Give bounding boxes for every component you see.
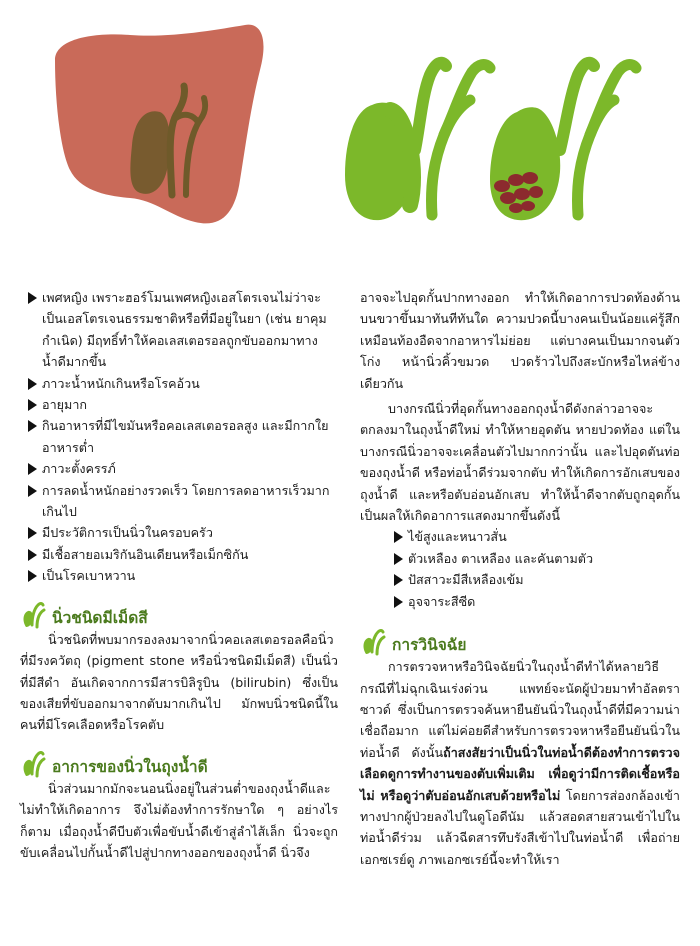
list-item: เป็นโรคเบาหวาน bbox=[20, 565, 338, 586]
symptom-list bbox=[386, 526, 680, 612]
list-item: กินอาหารที่มีไขมันหรือคอเลสเตอรอลสูง และมีกากใยอาหารต่ำ bbox=[20, 415, 338, 458]
list-item: เพศหญิง เพราะฮอร์โมนเพศหญิงเอสโตรเจนไม่ว่าจะเป็นเอสโตรเจนธรรมชาติหรือที่มีอยู่ในยา (เช่น ยาคุมกำเนิด) มีฤทธิ์ทำให้คอเลสเตอรอลถูกขับออกมาทางน้ำดีมากขึ้น bbox=[20, 287, 338, 373]
anatomy-illustration bbox=[0, 0, 700, 260]
list-item: ปัสสาวะมีสีเหลืองเข้ม bbox=[386, 569, 680, 590]
diagnosis-emphasis: ถ้าสงสัยว่าเป็นนิ่วในท่อน้ำดีต้องทำการตรวจเลือดดูการทำงานของตับเพิ่มเติม เพื่อดูว่ามีการติดเชื้อหรือไม่ หรือดูว่าตับอ่อนอักเสบด้วยหรือไม่ bbox=[360, 744, 680, 803]
list-item: อายุมาก bbox=[20, 394, 338, 415]
pigment-stone-body: นิ่วชนิดที่พบมากรองลงมาจากนิ่วคอเลสเตอรอลคือนิ่วที่มีรงควัตถุ (pigment stone หรือนิ่วชนิดมีเม็ดสี) เป็นนิ่วที่มีสีดำ อันเกิดจากการมีสารบิลิรูบิน (bilirubin) ซึ่งเป็นของเสียที่ขับออกมาจากตับมากเกินไป มักพบนิ่วชนิดนี้ในคนที่มีโรคเลือดหรือโรคตับ bbox=[20, 631, 338, 733]
obstruction-paragraph: อาจจะไปอุดกั้นปากทางออก ทำให้เกิดอาการปวดท้องด้านบนขวาขึ้นมาทันทีทันใด ความปวดนี้บางคนเป็นน้อยแค่รู้สึกเหมือนท้องอืดจากอาหารไม่ย่อย แต่บางคนเป็นมากจนตัวโก่ง หน้านิ่วคิ้วขมวด ปวดร้าวไปถึงสะบักหรือไหล่ข้างเดียวกัน bbox=[360, 290, 680, 391]
leaf-icon bbox=[20, 750, 46, 778]
bullet-triangle-icon bbox=[394, 553, 403, 565]
liver-illustration bbox=[55, 25, 264, 224]
bullet-triangle-icon bbox=[28, 527, 37, 539]
bullet-triangle-icon bbox=[394, 531, 403, 543]
bullet-triangle-icon bbox=[28, 378, 37, 390]
bullet-triangle-icon bbox=[28, 292, 37, 304]
bullet-triangle-icon bbox=[28, 463, 37, 475]
bullet-triangle-icon bbox=[394, 596, 403, 608]
leaf-icon bbox=[20, 601, 46, 629]
section-heading-pigment-stone: นิ่วชนิดมีเม็ดสี bbox=[20, 595, 338, 629]
list-item: มีเชื้อสายอเมริกันอินเดียนหรือเม็กซิกัน bbox=[20, 544, 338, 565]
bullet-triangle-icon bbox=[28, 549, 37, 561]
diagnosis-body: การตรวจหาหรือวินิจฉัยนิ่วในถุงน้ำดีทำได้หลายวิธี กรณีที่ไม่ฉุกเฉินเร่งด่วน แพทย์จะนัดผู้ป่วยมาทำอัลตราซาวด์ ซึ่งเป็นการตรวจค้นหายืนยันนิ่วในถุงน้ำดีที่มีความน่าเชื่อถือมาก แต่ไม่ค่อยดีสำหรับการตรวจหาหรือยืนยันนิ่วในท่อน้ำดี ดังนั้นถ้าสงสัยว่าเป็นนิ่วในท่อน้ำดีต้องทำการตรวจเลือดดูการทำงานของตับเพิ่มเติม เพื่อดูว่ามีการติดเชื้อหรือไม่ หรือดูว่าตับอ่อนอักเสบด้วยหรือไม่ โดยการส่องกล้องเข้าทางปากผู้ป่วยลงไปในดูโอดีนัม แล้วสอดสายสวนเข้าไปในท่อน้ำดีร่วม แล้วฉีดสารทึบรังสีเข้าไปในท่อน้ำดี เพื่อถ่ายเอกซเรย์ดู ภาพเอกซเรย์นี้จะทำให้เรา bbox=[360, 659, 680, 867]
bullet-triangle-icon bbox=[28, 570, 37, 582]
bullet-triangle-icon bbox=[28, 420, 37, 432]
section-heading-diagnosis: การวินิจฉัย bbox=[360, 622, 680, 656]
bullet-triangle-icon bbox=[394, 574, 403, 586]
complication-paragraph: บางกรณีนิ่วที่อุดกั้นทางออกถุงน้ำดีดังกล่าวอาจจะตกลงมาในถุงน้ำดีใหม่ ทำให้หายอุดตัน หายปวดท้อง แต่ในบางกรณีนิ่วอาจจะเคลื่อนตัวไปมากกว่านั้น และไปอุดตันท่อของถุงน้ำดี หรือท่อน้ำดีร่วมจากตับ ทำให้เกิดการอักเสบของถุงน้ำดี และหรือตับอ่อนอักเสบ ทำให้น้ำดีจากตับถูกอุดกั้น เป็นผลให้เกิดอาการแสดงมากขึ้นดังนี้ bbox=[360, 401, 680, 524]
gallbladder-with-stones-illustration bbox=[490, 63, 636, 220]
bullet-triangle-icon bbox=[28, 485, 37, 497]
list-item: ภาวะตั้งครรภ์ bbox=[20, 458, 338, 479]
gallbladder-illustration bbox=[345, 63, 490, 220]
section-heading-symptoms: อาการของนิ่วในถุงน้ำดี bbox=[20, 744, 338, 778]
symptoms-body: นิ่วส่วนมากมักจะนอนนิ่งอยู่ในส่วนต่ำของถุงน้ำดีและไม่ทำให้เกิดอาการ จึงไม่ต้องทำการรักษาใด ๆ อย่างไรก็ตาม เมื่อถุงน้ำดีบีบตัวเพื่อขับน้ำดีเข้าสู่ลำไส้เล็ก นิ่วจะถูกขับเคลื่อนไปกั้นน้ำดีไปสู่ปากทางออกของถุงน้ำดี นิ่วจึง bbox=[20, 780, 338, 860]
list-item: ไข้สูงและหนาวสั่น bbox=[386, 526, 680, 547]
right-column bbox=[360, 287, 680, 870]
risk-factor-list bbox=[20, 287, 338, 587]
list-item: มีประวัติการเป็นนิ่วในครอบครัว bbox=[20, 522, 338, 543]
list-item: ตัวเหลือง ตาเหลือง และคันตามตัว bbox=[386, 548, 680, 569]
leaf-icon bbox=[360, 628, 386, 656]
list-item: อุจจาระสีซีด bbox=[386, 591, 680, 612]
bullet-triangle-icon bbox=[28, 399, 37, 411]
left-column bbox=[20, 287, 338, 863]
list-item: การลดน้ำหนักอย่างรวดเร็ว โดยการลดอาหารเร็วมากเกินไป bbox=[20, 480, 338, 523]
list-item: ภาวะน้ำหนักเกินหรือโรคอ้วน bbox=[20, 373, 338, 394]
